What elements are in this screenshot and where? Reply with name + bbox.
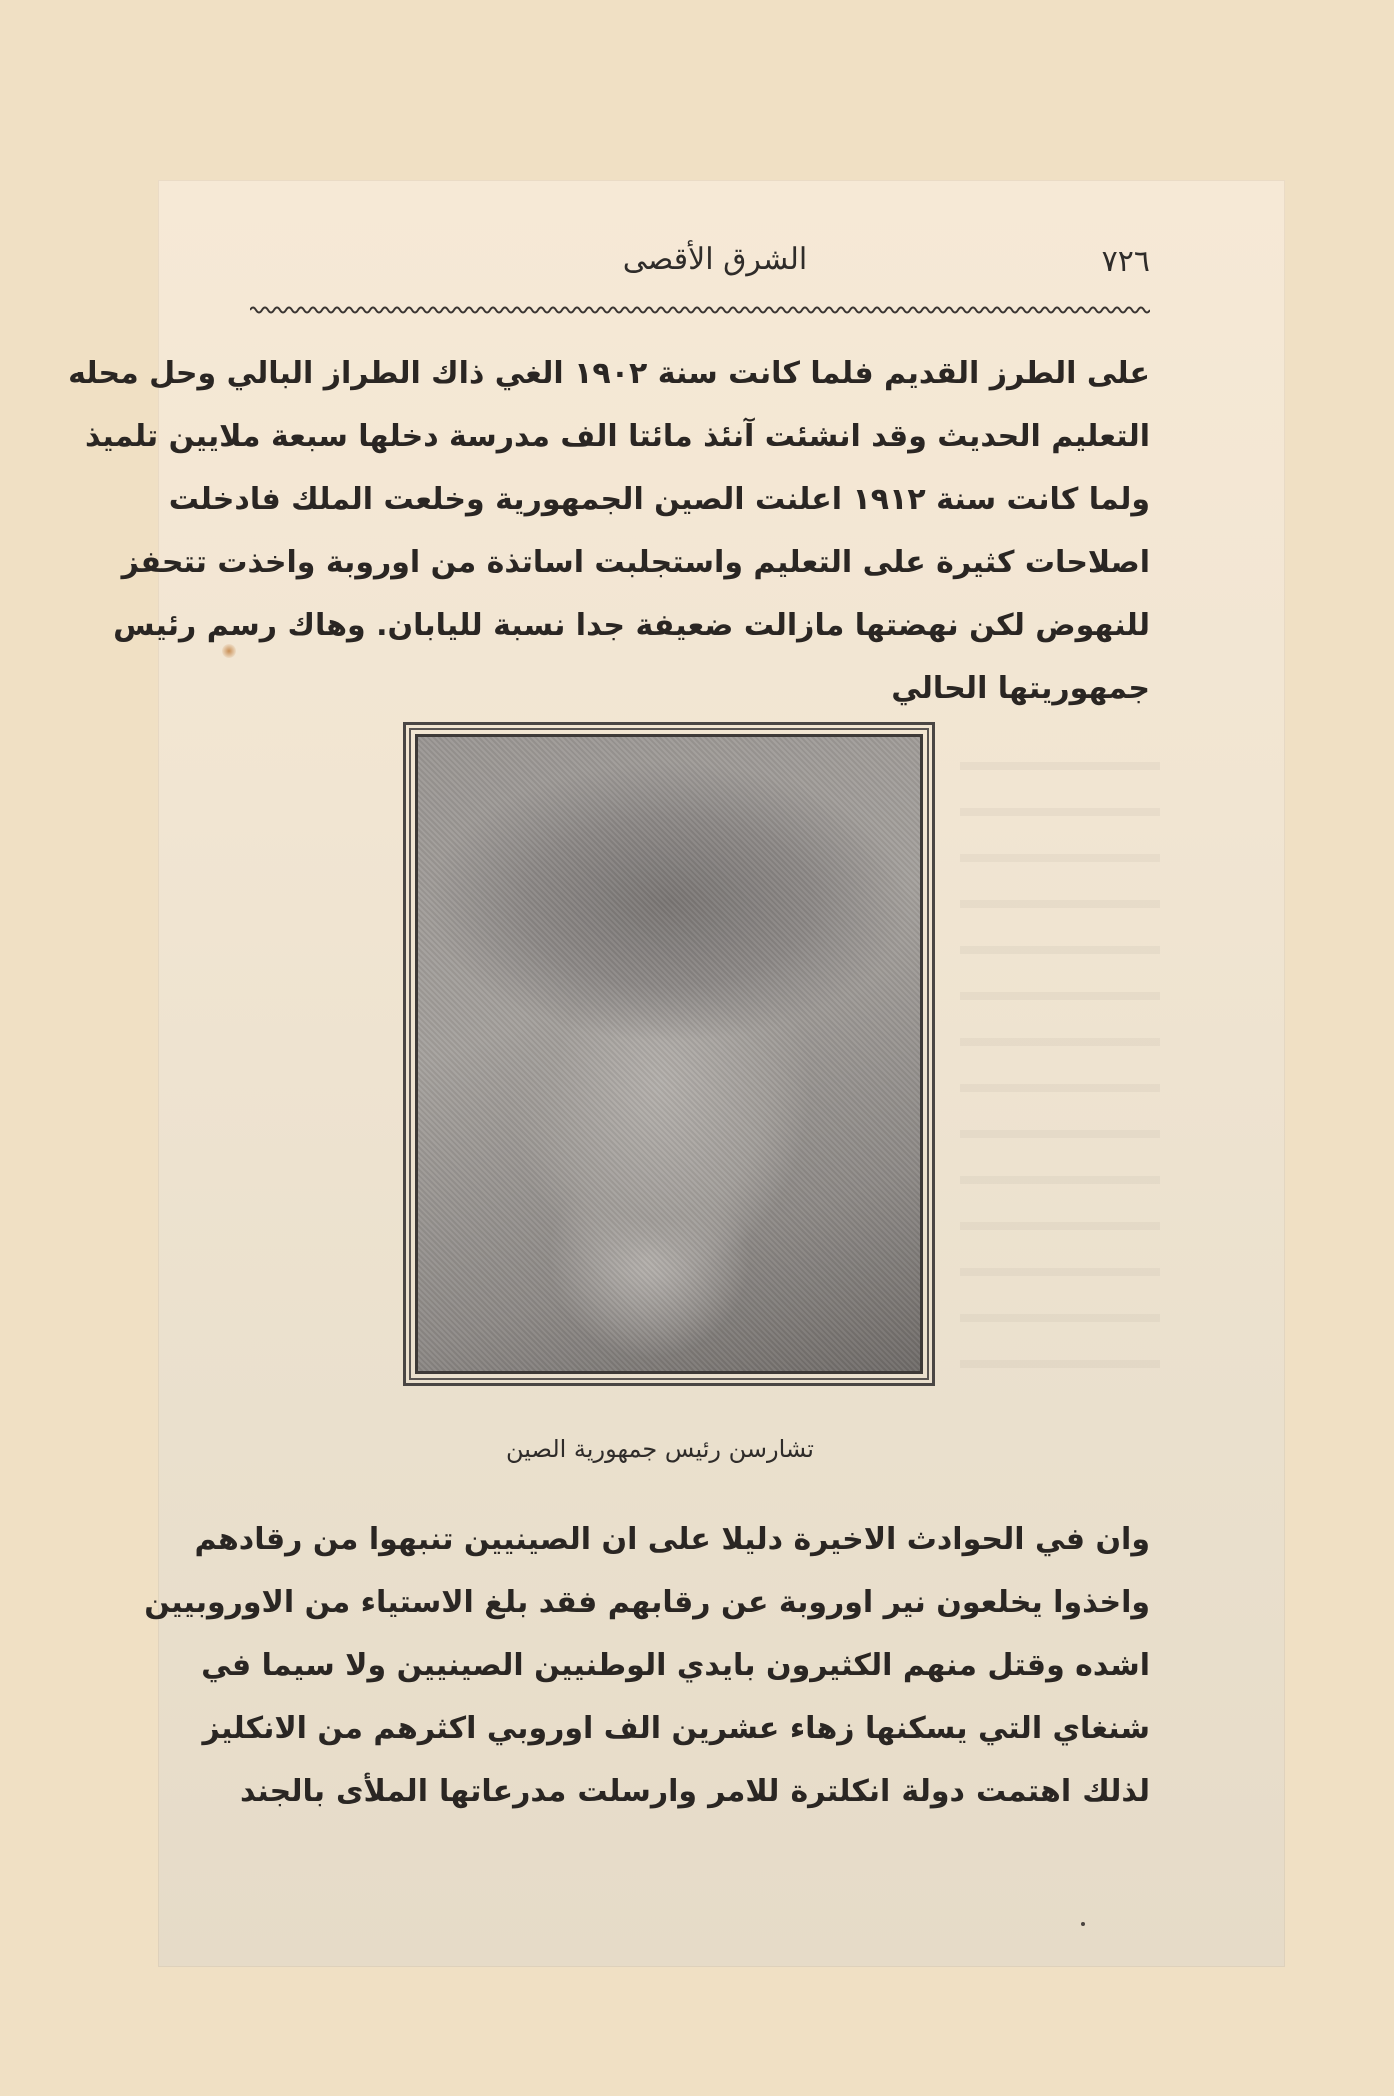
paragraph-1	[68, 342, 1150, 720]
photo-image	[415, 734, 923, 1374]
wavy-rule-divider	[250, 304, 1150, 316]
text-line: على الطرز القديم فلما كانت سنة ١٩٠٢ الغي ذاك الطراز البالي وحل محله	[68, 356, 1150, 391]
ink-speck	[1081, 1922, 1085, 1926]
bleed-through-text	[960, 740, 1160, 1380]
text-line: للنهوض لكن نهضتها مازالت ضعيفة جدا نسبة لليابان. وهاك رسم رئيس	[113, 608, 1150, 643]
portrait-photo	[403, 722, 935, 1386]
text-line: ولما كانت سنة ١٩١٢ اعلنت الصين الجمهورية وخلعت الملك فادخلت	[168, 482, 1150, 517]
text-line: لذلك اهتمت دولة انكلترة للامر وارسلت مدرعاتها الملأى بالجند	[240, 1774, 1150, 1809]
text-line: اشده وقتل منهم الكثيرون بايدي الوطنيين الصينيين ولا سيما في	[201, 1648, 1150, 1683]
text-line: جمهوريتها الحالي	[891, 671, 1150, 706]
text-line: واخذوا يخلعون نير اوروبة عن رقابهم فقد بلغ الاستياء من الاوروبيين	[144, 1585, 1150, 1620]
running-header	[230, 242, 1160, 292]
running-title: الشرق الأقصى	[622, 242, 808, 277]
text-line: التعليم الحديث وقد انشئت آنئذ مائتا الف مدرسة دخلها سبعة ملايين تلميذ	[85, 419, 1150, 454]
paragraph-2	[144, 1508, 1150, 1823]
text-line: وان في الحوادث الاخيرة دليلا على ان الصينيين تنبهوا من رقادهم	[194, 1522, 1150, 1557]
figure-caption: تشارسن رئيس جمهورية الصين	[506, 1435, 814, 1463]
page-number: ٧٢٦	[1101, 244, 1150, 279]
text-line: شنغاي التي يسكنها زهاء عشرين الف اوروبي اكثرهم من الانكليز	[202, 1711, 1150, 1746]
text-line: اصلاحات كثيرة على التعليم واستجلبت اساتذة من اوروبة واخذت تتحفز	[121, 545, 1150, 580]
